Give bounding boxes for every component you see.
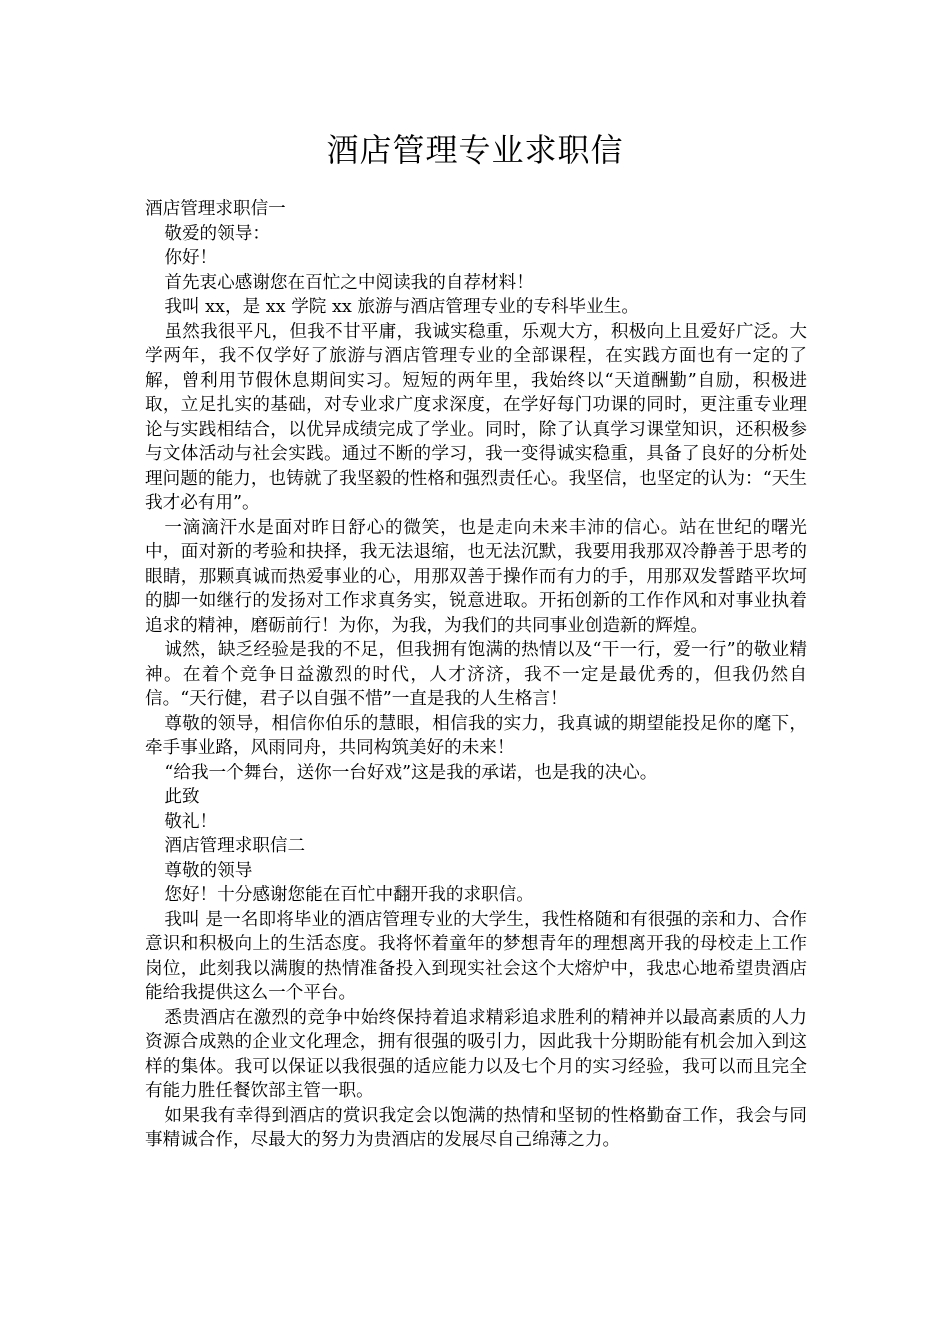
paragraph: 如果我有幸得到酒店的赏识我定会以饱满的热情和坚韧的性格勤奋工作，我会与同事精诚合作，尽最大的努力为贵酒店的发展尽自己绵薄之力。: [145, 1105, 807, 1150]
paragraph: 敬礼！: [164, 811, 218, 832]
paragraph: 尊敬的领导，相信你伯乐的慧眼，相信我的实力，我真诚的期望能投足你的麾下，牵手事业路，风雨同舟，共同构筑美好的未来！: [145, 713, 807, 758]
paragraph: 酒店管理求职信二: [164, 836, 306, 856]
paragraph: 此致: [164, 787, 200, 807]
paragraph: “给我一个舞台，送你一台好戏”这是我的承诺，也是我的决心。: [164, 762, 658, 783]
paragraph: 诚然，缺乏经验是我的不足，但我拥有饱满的热情以及“干一行，爱一行”的敬业精神。在着个竞争日益激烈的时代，人才济济，我不一定是最优秀的，但我仍然自信。“天行健，君子以自强不惜”一直是我的人生格言！: [145, 640, 807, 709]
paragraph: 敬爱的领导：: [164, 223, 270, 244]
document-title: 酒店管理专业求职信: [326, 131, 624, 169]
paragraph: 虽然我很平凡，但我不甘平庸，我诚实稳重，乐观大方，积极向上且爱好广泛。大学两年，我不仅学好了旅游与酒店管理专业的全部课程，在实践方面也有一定的了解，曾利用节假休息期间实习。短短的两年里，我始终以“天道酬勤”自励，积极进取，立足扎实的基础，对专业求广度求深度，在学好每门功课的同时，更注重专业理论与实践相结合，以优异成绩完成了学业。同时，除了认真学习课堂知识，还积极参与文体活动与社会实践。通过不断的学习，我一变得诚实稳重，具备了良好的分析处理问题的能力，也铸就了我坚毅的性格和强烈责任心。我坚信，也坚定的认为：“天生我才必有用”。: [145, 321, 807, 513]
paragraph: 我叫 xx，是 xx 学院 xx 旅游与酒店管理专业的专科毕业生。: [164, 297, 639, 317]
paragraph: 酒店管理求职信一: [145, 199, 286, 219]
document-body: [145, 197, 807, 1153]
paragraph: 悉贵酒店在激烈的竞争中始终保持着追求精彩追求胜利的精神并以最高素质的人力资源合成熟的企业文化理念，拥有很强的吸引力，因此我十分期盼能有机会加入到这样的集体。我可以保证以我很强的适应能力以及七个月的实习经验，我可以而且完全有能力胜任餐饮部主管一职。: [145, 1007, 807, 1101]
paragraph: 一滴滴汗水是面对昨日舒心的微笑，也是走向未来丰沛的信心。站在世纪的曙光中，面对新的考验和抉择，我无法退缩，也无法沉默，我要用我那双冷静善于思考的眼睛，那颗真诚而热爱事业的心，用那双善于操作而有力的手，用那双发誓踏平坎坷的脚一如继行的发扬对工作求真务实，锐意进取。开拓创新的工作作风和对事业执着追求的精神，磨砺前行！为你，为我，为我们的共同事业创造新的辉煌。: [145, 517, 807, 636]
paragraph: 尊敬的领导: [164, 860, 253, 881]
paragraph: 你好！: [164, 248, 218, 268]
paragraph: 我叫 是一名即将毕业的酒店管理专业的大学生，我性格随和有很强的亲和力、合作意识和积极向上的生活态度。我将怀着童年的梦想青年的理想离开我的母校走上工作岗位，此刻我以满腹的热情准备投入到现实社会这个大熔炉中，我忠心地希望贵酒店能给我提供这么一个平台。: [145, 909, 807, 1003]
paragraph: 您好！十分感谢您能在百忙中翻开我的求职信。: [164, 885, 534, 905]
paragraph: 首先衷心感谢您在百忙之中阅读我的自荐材料！: [164, 272, 534, 293]
